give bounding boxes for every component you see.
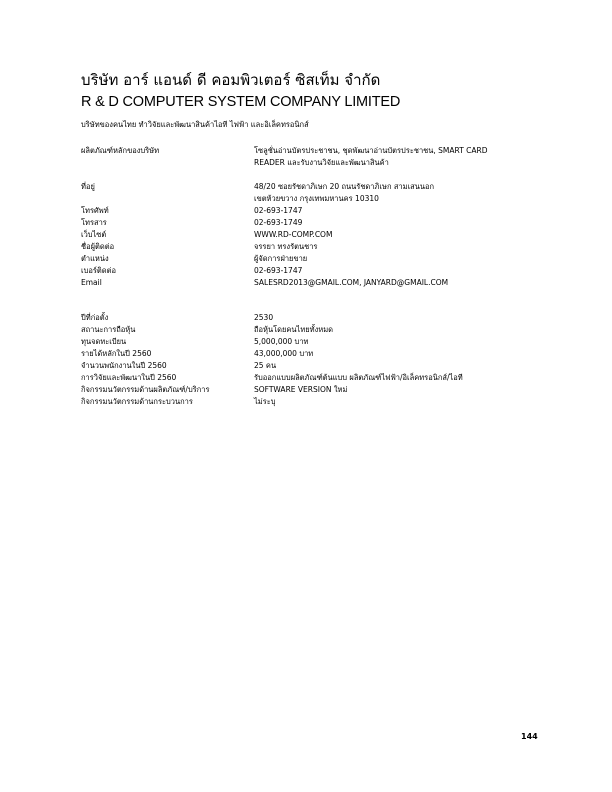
- products-line-1: โซลูชั่นอ่านบัตรประชาชน, ชุดพัฒนาอ่านบัตรประชาชน, SMART CARD: [254, 146, 488, 155]
- products-line-2: READER และรับงานวิจัยและพัฒนาสินค้า: [254, 158, 389, 167]
- rnd-value: รับออกแบบผลิตภัณฑ์ต้นแบบ ผลิตภัณฑ์ไฟฟ้า/อิเล็คทรอนิกส์/ไอที: [254, 373, 463, 382]
- website-value: WWW.RD-COMP.COM: [254, 230, 333, 239]
- website-label: เว็บไซต์: [81, 230, 107, 239]
- shareholder-value: ถือหุ้นโดยคนไทยทั้งหมด: [254, 325, 334, 334]
- employees-label: จำนวนพนักงานในปี 2560: [81, 361, 167, 370]
- contact-name-label: ชื่อผู้ติดต่อ: [81, 242, 115, 251]
- founded-value: 2530: [254, 313, 274, 322]
- capital-value: 5,000,000 บาท: [254, 337, 309, 346]
- address-label: ที่อยู่: [81, 182, 95, 191]
- company-name-thai: บริษัท อาร์ แอนด์ ดี คอมพิวเตอร์ ซิสเท็ม จำกัด: [81, 71, 381, 89]
- page-number: 144: [521, 732, 538, 741]
- process-innovation-value: ไม่ระบุ: [254, 397, 276, 406]
- phone-value: 02-693-1747: [254, 206, 303, 215]
- products-label: ผลิตภัณฑ์หลักของบริษัท: [81, 146, 160, 155]
- company-name-english: R & D COMPUTER SYSTEM COMPANY LIMITED: [81, 94, 401, 110]
- process-innovation-label: กิจกรรมนวัตกรรมด้านกระบวนการ: [81, 397, 193, 406]
- founded-label: ปีที่ก่อตั้ง: [81, 313, 109, 322]
- contact-phone-label: เบอร์ติดต่อ: [81, 266, 116, 275]
- rnd-label: การวิจัยและพัฒนาในปี 2560: [81, 373, 177, 382]
- email-value: SALESRD2013@GMAIL.COM, JANYARD@GMAIL.COM: [254, 278, 449, 287]
- employees-value: 25 คน: [254, 361, 277, 370]
- address-line-1: 48/20 ซอยรัชดาภิเษก 20 ถนนรัชดาภิเษก สามเสนนอก: [254, 182, 435, 191]
- fax-label: โทรสาร: [81, 218, 107, 227]
- address-line-2: เขตห้วยขวาง กรุงเทพมหานคร 10310: [254, 194, 379, 203]
- position-label: ตำแหน่ง: [81, 254, 109, 263]
- phone-label: โทรศัพท์: [81, 206, 109, 215]
- address-value: [254, 181, 554, 205]
- email-label: Email: [81, 278, 102, 287]
- products-value: [254, 145, 554, 169]
- product-innovation-label: กิจกรรมนวัตกรรมด้านผลิตภัณฑ์/บริการ: [81, 385, 210, 394]
- capital-label: ทุนจดทะเบียน: [81, 337, 127, 346]
- revenue-value: 43,000,000 บาท: [254, 349, 314, 358]
- contact-name-value: จรรยา ทรงรัตนชาร: [254, 242, 318, 251]
- product-innovation-value: SOFTWARE VERSION ใหม่: [254, 385, 348, 394]
- position-value: ผู้จัดการฝ่ายขาย: [254, 254, 308, 263]
- revenue-label: รายได้หลักในปี 2560: [81, 349, 152, 358]
- fax-value: 02-693-1749: [254, 218, 303, 227]
- shareholder-label: สถานะการถือหุ้น: [81, 325, 136, 334]
- company-description: บริษัทของคนไทย ทำวิจัยและพัฒนาสินค้าไอที ไฟฟ้า และอิเล็คทรอนิกส์: [81, 120, 309, 129]
- contact-phone-value: 02-693-1747: [254, 266, 303, 275]
